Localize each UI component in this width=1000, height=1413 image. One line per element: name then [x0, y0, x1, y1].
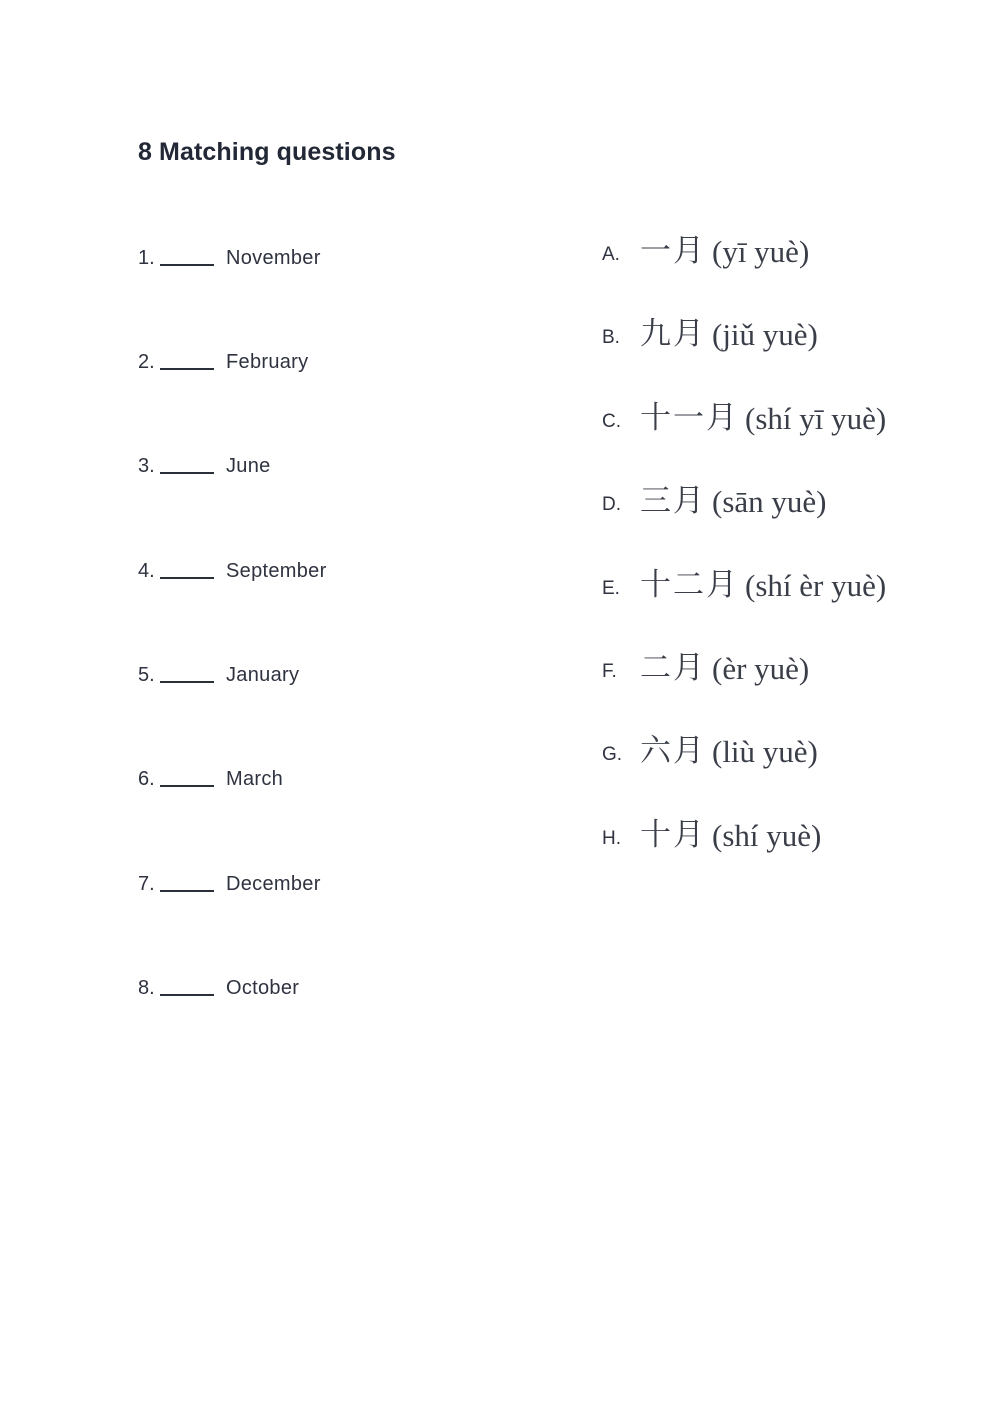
- option-pinyin: (yī yuè): [712, 234, 810, 269]
- option-pinyin: (liù yuè): [712, 734, 818, 769]
- question-7: [138, 866, 321, 896]
- option-pinyin: (jiǔ yuè): [712, 317, 818, 352]
- option-e: [602, 564, 886, 604]
- answer-blank[interactable]: [160, 577, 214, 579]
- question-term: March: [226, 768, 284, 790]
- option-f: [602, 647, 809, 687]
- question-5: [138, 657, 299, 687]
- option-letter: G.: [602, 744, 623, 765]
- answer-blank[interactable]: [160, 264, 214, 266]
- option-letter: A.: [602, 244, 620, 265]
- question-term: September: [226, 560, 327, 582]
- option-d: [602, 480, 826, 520]
- question-term: January: [226, 664, 300, 686]
- question-number: 3.: [138, 455, 155, 477]
- question-term: June: [226, 455, 271, 477]
- answer-blank[interactable]: [160, 681, 214, 683]
- option-chinese: 二月: [640, 650, 706, 686]
- question-number: 7.: [138, 873, 155, 895]
- page-title: 8 Matching questions: [138, 138, 396, 166]
- option-pinyin: (shí yī yuè): [745, 401, 887, 436]
- option-chinese: 九月: [640, 316, 706, 352]
- option-b: [602, 313, 818, 353]
- question-term: November: [226, 247, 321, 269]
- option-pinyin: (shí èr yuè): [745, 568, 887, 603]
- option-pinyin: (èr yuè): [712, 651, 810, 686]
- option-chinese: 十一月: [640, 400, 739, 436]
- option-chinese: 十月: [640, 817, 706, 853]
- answer-blank[interactable]: [160, 890, 214, 892]
- question-6: [138, 761, 283, 791]
- option-chinese: 一月: [640, 233, 706, 269]
- question-term: October: [226, 977, 300, 999]
- option-pinyin: (sān yuè): [712, 484, 827, 519]
- question-number: 2.: [138, 351, 155, 373]
- question-2: [138, 344, 308, 374]
- option-g: [602, 730, 818, 770]
- option-chinese: 六月: [640, 733, 706, 769]
- question-number: 4.: [138, 560, 155, 582]
- option-letter: F.: [602, 661, 617, 682]
- option-letter: C.: [602, 411, 621, 432]
- option-h: [602, 814, 821, 854]
- option-letter: D.: [602, 494, 621, 515]
- question-1: [138, 240, 321, 270]
- question-8: [138, 970, 299, 1000]
- option-chinese: 三月: [640, 483, 706, 519]
- question-3: [138, 448, 271, 478]
- option-pinyin: (shí yuè): [712, 818, 822, 853]
- answer-blank[interactable]: [160, 368, 214, 370]
- option-c: [602, 397, 886, 437]
- option-letter: H.: [602, 828, 621, 849]
- question-4: [138, 553, 327, 583]
- option-a: [602, 230, 809, 270]
- question-term: December: [226, 873, 321, 895]
- option-letter: B.: [602, 327, 620, 348]
- option-chinese: 十二月: [640, 567, 739, 603]
- answer-blank[interactable]: [160, 994, 214, 996]
- question-number: 1.: [138, 247, 155, 269]
- question-number: 6.: [138, 768, 155, 790]
- question-number: 5.: [138, 664, 155, 686]
- question-term: February: [226, 351, 309, 373]
- answer-blank[interactable]: [160, 785, 214, 787]
- answer-blank[interactable]: [160, 472, 214, 474]
- option-letter: E.: [602, 578, 620, 599]
- question-number: 8.: [138, 977, 155, 999]
